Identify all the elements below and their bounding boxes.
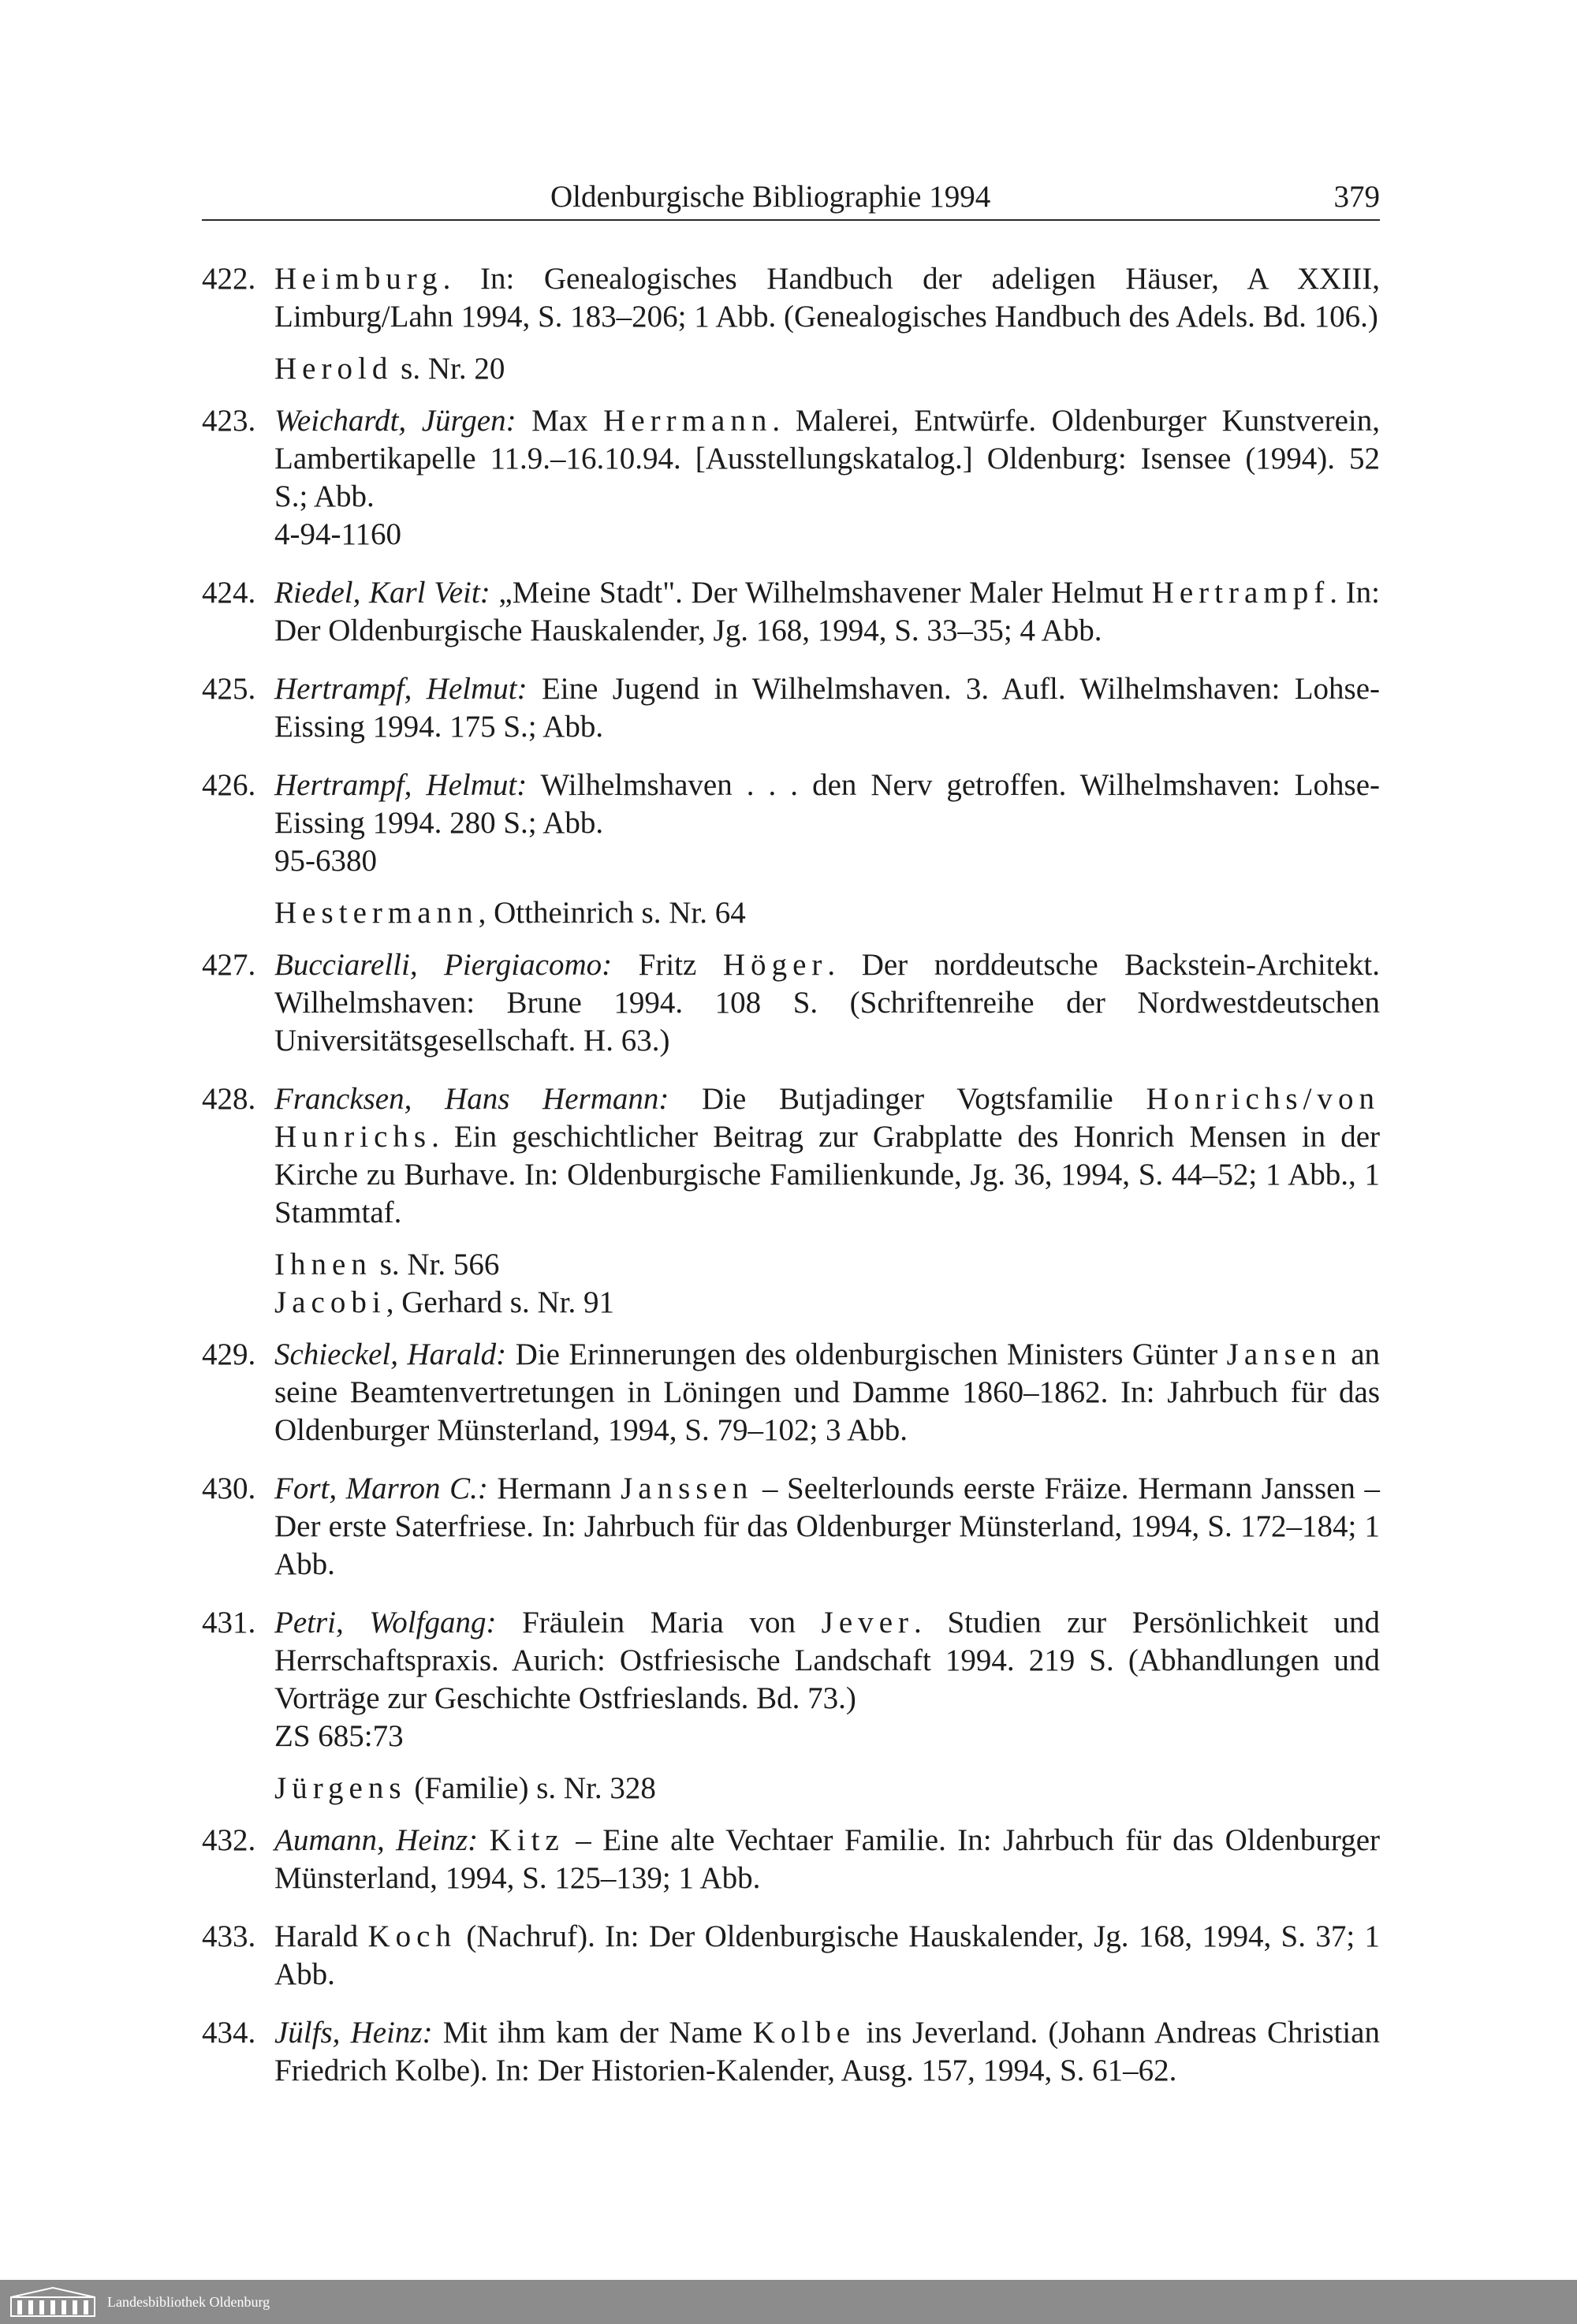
entry-432 xyxy=(202,1822,1380,1897)
entry-number: 433. xyxy=(202,1919,256,1953)
cross-reference-hestermann: Hestermann, Ottheinrich s. Nr. 64 xyxy=(274,896,746,930)
entry-423 xyxy=(202,402,1380,554)
entry-430 xyxy=(202,1470,1380,1584)
subject-name: Kolbe xyxy=(752,2016,856,2050)
subject-name: Janssen xyxy=(621,1472,754,1505)
shelf-mark: 95-6380 xyxy=(274,844,377,878)
author: Bucciarelli, Piergiacomo: xyxy=(274,948,613,982)
bibliography-entries xyxy=(202,260,1380,2090)
entry-426 xyxy=(202,767,1380,880)
subject-name: Heimburg xyxy=(274,262,443,296)
entry-text: Petri, Wolfgang: Fräulein Maria von Jever. Studien zur Persönlichkeit und Herrschaftspraxis. Aurich: Ostfriesische Landschaft 1994. 219 S. (Abhandlungen und Vorträge zur Geschichte Ostfrieslands. Bd. 73.) ZS 685:73 xyxy=(274,1604,1380,1755)
subject-name: Jansen xyxy=(1226,1337,1342,1371)
author: Petri, Wolfgang: xyxy=(274,1606,497,1639)
entry-number: 432. xyxy=(202,1823,256,1857)
running-title: Oldenburgische Bibliographie 1994 xyxy=(550,180,991,214)
library-building-icon xyxy=(9,2286,96,2318)
author: Weichardt, Jürgen: xyxy=(274,404,516,438)
entry-text: Riedel, Karl Veit: „Meine Stadt". Der Wilhelmshavener Maler Helmut Hertrampf. In: Der Oldenburgische Hauskalender, Jg. 168, 1994, S. 33–35; 4 Abb. xyxy=(274,576,1381,647)
subject-name: Jacobi xyxy=(274,1285,386,1319)
subject-name: Hertrampf xyxy=(1151,576,1330,610)
subject-name: Honrichs/von Hunrichs xyxy=(274,1082,1380,1154)
cross-reference-jacobi: Jacobi, Gerhard s. Nr. 91 xyxy=(274,1285,614,1319)
entry-text: Heimburg. In: Genealogisches Handbuch der adeligen Häuser, A XXIII, Limburg/Lahn 1994, S. 183–206; 1 Abb. (Genealogisches Handbuch des Adels. Bd. 106.) xyxy=(274,262,1380,334)
entry-number: 422. xyxy=(202,262,256,296)
entry-425 xyxy=(202,670,1380,746)
cross-reference-juergens: Jürgens (Familie) s. Nr. 328 xyxy=(274,1771,656,1805)
entry-424 xyxy=(202,574,1380,650)
author: Riedel, Karl Veit: xyxy=(274,576,490,610)
entry-text: Schieckel, Harald: Die Erinnerungen des oldenburgischen Ministers Günter Jansen an seine Beamtenvertretungen in Löningen und Damme 1860–1862. In: Jahrbuch für das Oldenburger Münsterland, 1994, S. 79–102; 3 Abb. xyxy=(274,1337,1381,1447)
entry-434 xyxy=(202,2014,1380,2090)
entry-text: Jülfs, Heinz: Mit ihm kam der Name Kolbe ins Jeverland. (Johann Andreas Christian Friedrich Kolbe). In: Der Historien-Kalender, Ausg. 157, 1994, S. 61–62. xyxy=(274,2016,1380,2087)
entry-number: 428. xyxy=(202,1082,256,1116)
author: Francksen, Hans Hermann: xyxy=(274,1082,669,1116)
subject-name: Herrmann xyxy=(603,404,773,438)
subject-name: Jürgens xyxy=(274,1771,407,1805)
entry-431 xyxy=(202,1604,1380,1755)
cross-reference-herold: Herold s. Nr. 20 xyxy=(274,352,505,386)
entry-number: 430. xyxy=(202,1472,256,1505)
shelf-mark: ZS 685:73 xyxy=(274,1719,404,1753)
entry-433 xyxy=(202,1918,1380,1994)
entry-text: Harald Koch (Nachruf). In: Der Oldenburgische Hauskalender, Jg. 168, 1994, S. 37; 1 Abb. xyxy=(274,1919,1381,1991)
entry-text: Bucciarelli, Piergiacomo: Fritz Höger. Der norddeutsche Backstein-Architekt. Wilhelmshaven: Brune 1994. 108 S. (Schriftenreihe der Nordwestdeutschen Universitätsgesellschaft. H. 63.) xyxy=(274,948,1380,1058)
entry-427 xyxy=(202,946,1380,1060)
subject-name: Koch xyxy=(367,1919,457,1953)
entry-text: Weichardt, Jürgen: Max Herrmann. Malerei, Entwürfe. Oldenburger Kunstverein, Lambertikapelle 11.9.–16.10.94. [Ausstellungskatalog.] Oldenburg: Isensee (1994). 52 S.; Abb. 4-94-1160 xyxy=(274,402,1380,554)
page-number: 379 xyxy=(1333,180,1380,214)
author: Jülfs, Heinz: xyxy=(274,2016,433,2050)
author: Hertrampf, Helmut: xyxy=(274,768,528,802)
subject-name: Kitz xyxy=(489,1823,565,1857)
entry-number: 431. xyxy=(202,1606,256,1639)
author: Aumann, Heinz: xyxy=(274,1823,479,1857)
subject-name: Jever xyxy=(821,1606,915,1639)
subject-name: Hestermann xyxy=(274,896,479,930)
entry-422 xyxy=(202,260,1380,336)
entry-429 xyxy=(202,1336,1380,1449)
entry-text: Aumann, Heinz: Kitz – Eine alte Vechtaer Familie. In: Jahrbuch für das Oldenburger Münsterland, 1994, S. 125–139; 1 Abb. xyxy=(274,1823,1380,1895)
entry-number: 425. xyxy=(202,672,256,706)
entry-text: Hertrampf, Helmut: Wilhelmshaven . . . den Nerv getroffen. Wilhelmshaven: Lohse-Eissing 1994. 280 S.; Abb. 95-6380 xyxy=(274,767,1380,880)
author: Hertrampf, Helmut: xyxy=(274,672,528,706)
subject-name: Ihnen xyxy=(274,1248,372,1281)
subject-name: Höger xyxy=(722,948,828,982)
entry-number: 423. xyxy=(202,404,256,438)
entry-number: 424. xyxy=(202,576,256,610)
entry-number: 429. xyxy=(202,1337,256,1371)
entry-428 xyxy=(202,1080,1380,1232)
shelf-mark: 4-94-1160 xyxy=(274,517,402,551)
entry-text: Fort, Marron C.: Hermann Janssen – Seelterlounds eerste Fräize. Hermann Janssen – Der erste Saterfriese. In: Jahrbuch für das Oldenburger Münsterland, 1994, S. 172–184; 1 Abb. xyxy=(274,1472,1380,1581)
cross-reference-ihnen: Ihnen s. Nr. 566 xyxy=(274,1248,500,1281)
library-name: Landesbibliothek Oldenburg xyxy=(107,2293,270,2310)
page-header xyxy=(202,175,1380,221)
footer-bar xyxy=(0,2280,1577,2324)
subject-name: Herold xyxy=(274,352,393,386)
entry-number: 427. xyxy=(202,948,256,982)
author: Schieckel, Harald: xyxy=(274,1337,507,1371)
entry-text: Francksen, Hans Hermann: Die Butjadinger Vogtsfamilie Honrichs/von Hunrichs. Ein geschichtlicher Beitrag zur Grabplatte des Honrich Mensen in der Kirche zu Burhave. In: Oldenburgische Familienkunde, Jg. 36, 1994, S. 44–52; 1 Abb., 1 Stammtaf. xyxy=(274,1082,1380,1229)
author: Fort, Marron C.: xyxy=(274,1472,488,1505)
entry-number: 426. xyxy=(202,768,256,802)
entry-text: Hertrampf, Helmut: Eine Jugend in Wilhelmshaven. 3. Aufl. Wilhelmshaven: Lohse-Eissing 1994. 175 S.; Abb. xyxy=(274,672,1380,744)
entry-number: 434. xyxy=(202,2016,256,2050)
